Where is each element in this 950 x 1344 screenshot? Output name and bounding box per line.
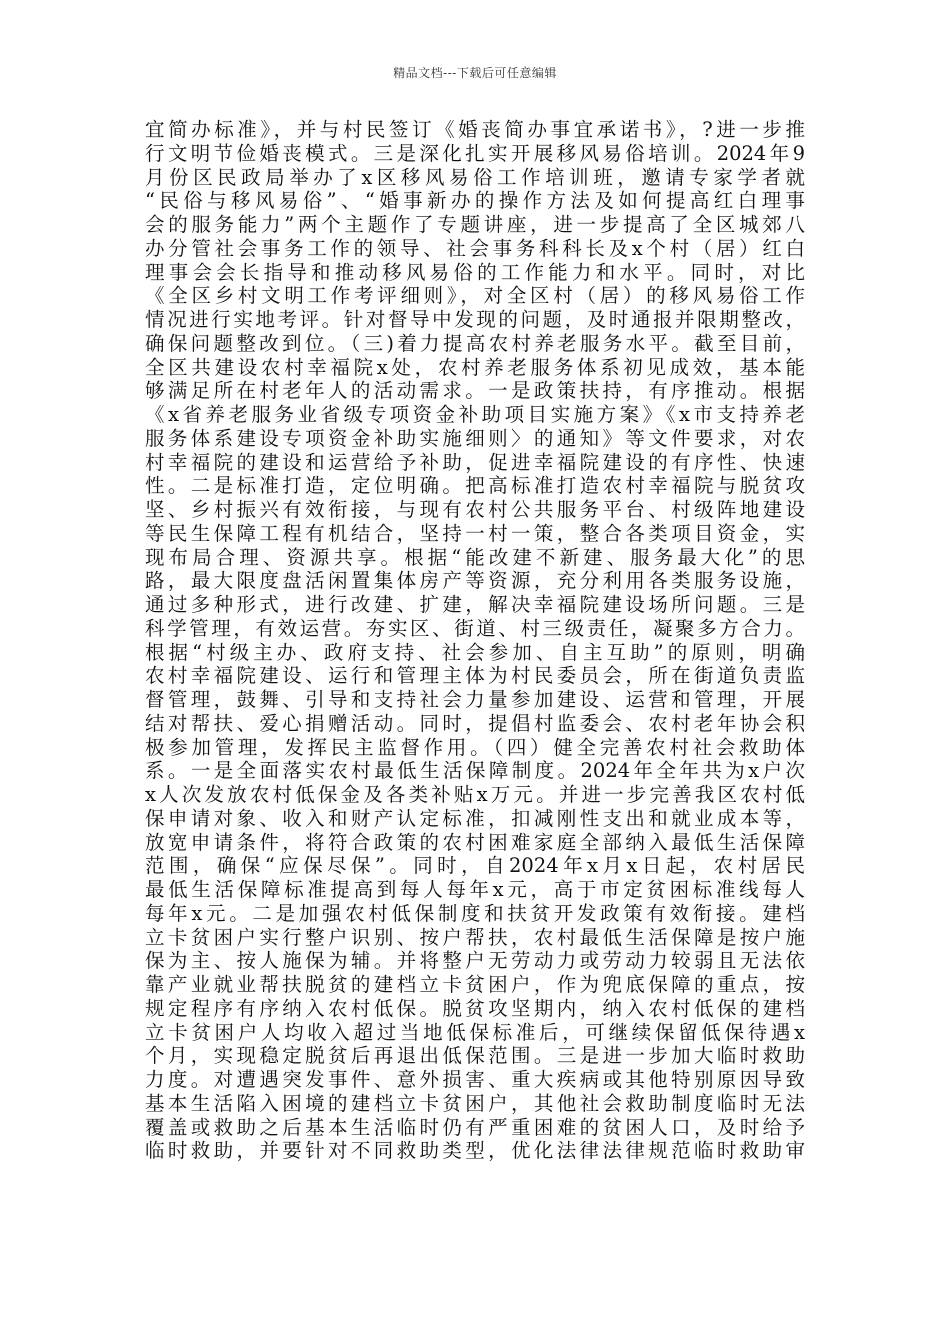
- body-text-line: 情况进行实地考评。针对督导中发现的问题，及时通报并限期整改，: [145, 308, 805, 331]
- body-text-line: 办分管社会事务工作的领导、社会事务科科长及x个村（居）红白: [145, 236, 805, 260]
- body-text-line: 《x省养老服务业省级专项资金补助项目实施方案》《x市支持养老: [145, 403, 805, 426]
- body-text-line: 最低生活保障标准提高到每人每年x元，高于市定贫困标准线每人: [145, 878, 805, 901]
- body-text-line: 范围，确保“应保尽保”。同时，自2024年x月x日起，农村居民: [145, 854, 805, 878]
- body-text-line: 村幸福院的建设和运营给予补助，促进幸福院建设的有序性、快速: [145, 450, 805, 474]
- body-text-line: 系。一是全面落实农村最低生活保障制度。2024年全年共为x户次: [145, 759, 805, 783]
- body-text-line: 现布局合理、资源共享。根据“能改建不新建、服务最大化”的思: [145, 545, 805, 569]
- body-text-line: 服务体系建设专项资金补助实施细则〉的通知》等文件要求，对农: [145, 426, 805, 450]
- body-text-line: 保为主、按人施保为辅。并将整户无劳动力或劳动力较弱且无法依: [145, 949, 805, 973]
- body-text-line: 性。二是标准打造，定位明确。把高标准打造农村幸福院与脱贫攻: [145, 474, 805, 498]
- body-text-line: 放宽申请条件，将符合政策的农村困难家庭全部纳入最低生活保障: [145, 830, 805, 854]
- body-text-line: 力度。对遭遇突发事件、意外损害、重大疾病或其他特别原因导致: [145, 1068, 805, 1091]
- body-text-line: 等民生保障工程有机结合，坚持一村一策，整合各类项目资金，实: [145, 521, 805, 545]
- body-text-line: 路，最大限度盘活闲置集体房产等资源，充分利用各类服务设施，: [145, 569, 805, 593]
- body-text-line: 坚、乡村振兴有效衔接，与现有农村公共服务平台、村级阵地建设: [145, 498, 805, 521]
- body-text-line: 基本生活陷入困境的建档立卡贫困户，其他社会救助制度临时无法: [145, 1091, 805, 1115]
- body-text-line: 极参加管理，发挥民主监督作用。（四）健全完善农村社会救助体: [145, 735, 805, 759]
- body-text: [145, 118, 805, 1163]
- body-text-line: 全区共建设农村幸福院x处，农村养老服务体系初见成效，基本能: [145, 355, 805, 379]
- body-text-line: 立卡贫困户人均收入超过当地低保标准后，可继续保留低保待遇x: [145, 1020, 805, 1044]
- body-text-line: 会的服务能力”两个主题作了专题讲座，进一步提高了全区城郊八: [145, 213, 805, 236]
- body-text-line: 《全区乡村文明工作考评细则》，对全区村（居）的移风易俗工作: [145, 284, 805, 308]
- body-text-line: 够满足所在村老年人的活动需求。一是政策扶持，有序推动。根据: [145, 379, 805, 403]
- body-text-line: 通过多种形式，进行改建、扩建，解决幸福院建设场所问题。三是: [145, 593, 805, 616]
- body-text-line: 结对帮扶、爱心捐赠活动。同时，提倡村监委会、农村老年协会积: [145, 711, 805, 735]
- body-text-line: 理事会会长指导和推动移风易俗的工作能力和水平。同时，对比: [145, 260, 805, 284]
- body-text-line: 覆盖或救助之后基本生活临时仍有严重困难的贫困人口，及时给予: [145, 1115, 805, 1139]
- page-header: 精品文档---下载后可任意编辑: [393, 66, 557, 80]
- body-text-line: 临时救助，并要针对不同救助类型，优化法律法律规范临时救助审: [145, 1139, 805, 1163]
- body-text-line: 确保问题整改到位。（三)着力提高农村养老服务水平。截至目前，: [145, 331, 805, 355]
- body-text-line: 规定程序有序纳入农村低保。脱贫攻坚期内，纳入农村低保的建档: [145, 996, 805, 1020]
- body-text-line: 农村幸福院建设、运行和管理主体为村民委员会，所在街道负责监: [145, 664, 805, 688]
- body-text-line: “民俗与移风易俗”、“婚事新办的操作方法及如何提高红白理事: [145, 189, 805, 213]
- body-text-line: 月份区民政局举办了x区移风易俗工作培训班，邀请专家学者就: [145, 165, 805, 189]
- body-text-line: 个月，实现稳定脱贫后再退出低保范围。三是进一步加大临时救助: [145, 1044, 805, 1068]
- body-text-line: 立卡贫困户实行整户识别、按户帮扶，农村最低生活保障是按户施: [145, 925, 805, 949]
- body-text-line: 行文明节俭婚丧模式。三是深化扎实开展移风易俗培训。2024年9: [145, 141, 805, 165]
- body-text-line: 督管理，鼓舞、引导和支持社会力量参加建设、运营和管理，开展: [145, 688, 805, 711]
- body-text-line: 靠产业就业帮扶脱贫的建档立卡贫困户，作为兜底保障的重点，按: [145, 973, 805, 996]
- body-text-line: x人次发放农村低保金及各类补贴x万元。并进一步完善我区农村低: [145, 783, 805, 806]
- body-text-line: 宜简办标准》，并与村民签订《婚丧简办事宜承诺书》，?进一步推: [145, 118, 805, 141]
- body-text-line: 保申请对象、收入和财产认定标准，扣减刚性支出和就业成本等，: [145, 806, 805, 830]
- body-text-line: 根据“村级主办、政府支持、社会参加、自主互助”的原则，明确: [145, 640, 805, 664]
- body-text-line: 科学管理，有效运营。夯实区、街道、村三级责任，凝聚多方合力。: [145, 616, 805, 640]
- body-text-line: 每年x元。二是加强农村低保制度和扶贫开发政策有效衔接。建档: [145, 901, 805, 925]
